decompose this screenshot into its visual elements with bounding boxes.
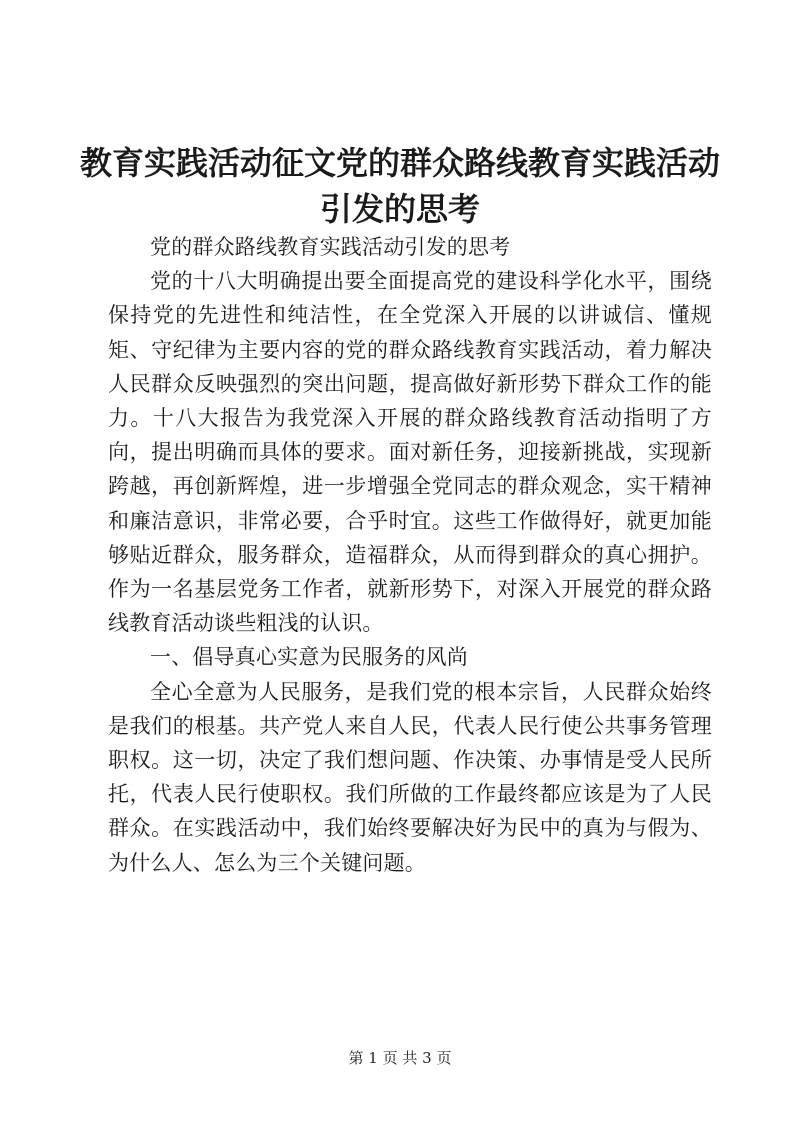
paragraph-section-one: 全心全意为人民服务，是我们党的根本宗旨，人民群众始终是我们的根基。共产党人来自人民，代表人民行使公共事务管理职权。这一切，决定了我们想问题、作决策、办事情是受人民所托，代表人民行使职权。我们所做的工作最终都应该是为了人民群众。在实践活动中，我们始终要解决好为民中的真为与假为、为什么人、怎么为三个关键问题。 (108, 679, 712, 875)
page-footer: 第 1 页 共 3 页 (348, 1049, 452, 1067)
section-heading: 一、倡导真心实意为民服务的风尚 (150, 645, 468, 670)
paragraph-subtitle: 党的群众路线教育实践活动引发的思考 (150, 235, 511, 259)
paragraph-intro: 党的十八大明确提出要全面提高党的建设科学化水平，围绕保持党的先进性和纯洁性，在全党深入开展的以讲诚信、懂规矩、守纪律为主要内容的党的群众路线教育实践活动，着力解决人民群众反映强烈的突出问题，提高做好新形势下群众工作的能力。十八大报告为我党深入开展的群众路线教育活动指明了方向，提出明确而具体的要求。面对新任务，迎接新挑战，实现新跨越，再创新辉煌，进一步增强全党同志的群众观念，实干精神和廉洁意识，非常必要，合乎时宜。这些工作做得好，就更加能够贴近群众，服务群众，造福群众，从而得到群众的真心拥护。作为一名基层党务工作者，就新形势下，对深入开展党的群众路线教育活动谈些粗浅的认识。 (108, 269, 712, 636)
document-title: 教育实践活动征文党的群众路线教育实践活动引发的思考 (80, 144, 721, 228)
document-body (108, 230, 712, 880)
